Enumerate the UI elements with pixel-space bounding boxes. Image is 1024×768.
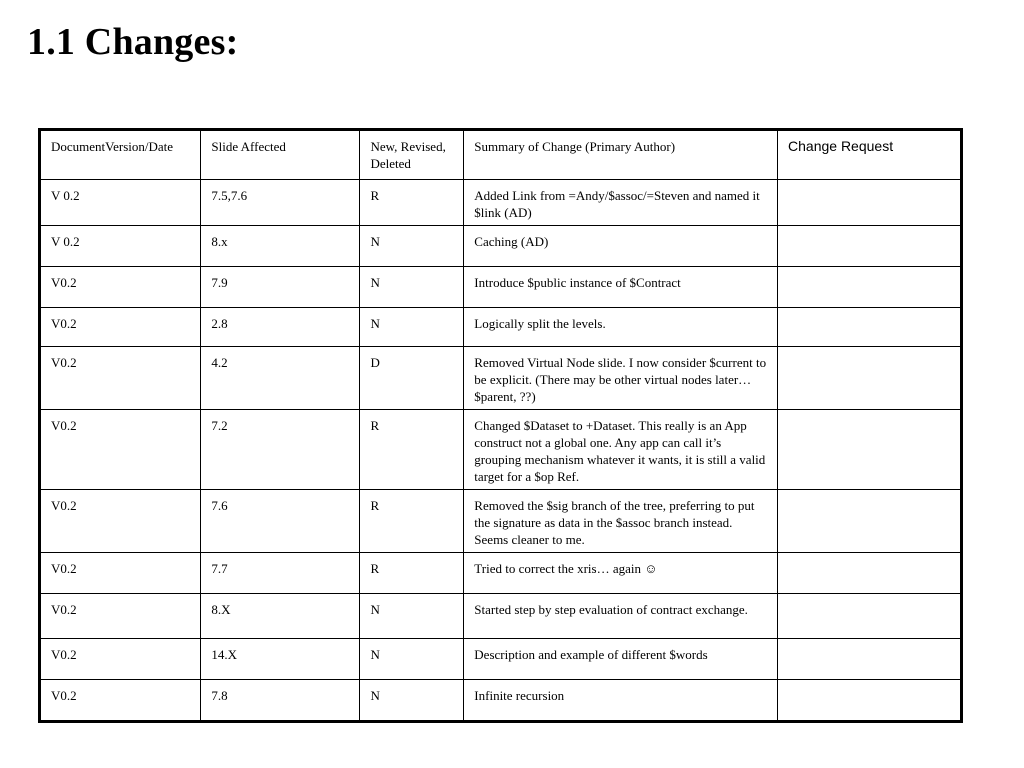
- cell-type: N: [360, 639, 464, 680]
- cell-version: V0.2: [40, 553, 201, 594]
- cell-version: V 0.2: [40, 226, 201, 267]
- cell-type: N: [360, 226, 464, 267]
- cell-version: V0.2: [40, 347, 201, 410]
- cell-change-request: [778, 347, 962, 410]
- cell-slide: 2.8: [201, 308, 360, 347]
- table-header-row: [40, 130, 962, 180]
- page-title: 1.1 Changes:: [27, 21, 239, 63]
- cell-slide: 7.2: [201, 410, 360, 490]
- table-row: [40, 490, 962, 553]
- changes-table: [38, 128, 963, 723]
- cell-summary: Description and example of different $words: [464, 639, 778, 680]
- table-row: [40, 226, 962, 267]
- cell-change-request: [778, 553, 962, 594]
- table-row: [40, 594, 962, 639]
- cell-type: N: [360, 267, 464, 308]
- header-new-revised-deleted: New, Revised, Deleted: [360, 130, 464, 180]
- cell-summary: Infinite recursion: [464, 680, 778, 722]
- cell-change-request: [778, 680, 962, 722]
- table-row: [40, 553, 962, 594]
- table-row: [40, 308, 962, 347]
- table-row: [40, 180, 962, 226]
- cell-version: V0.2: [40, 490, 201, 553]
- cell-change-request: [778, 267, 962, 308]
- cell-type: R: [360, 553, 464, 594]
- cell-type: N: [360, 594, 464, 639]
- cell-slide: 7.5,7.6: [201, 180, 360, 226]
- cell-type: N: [360, 308, 464, 347]
- table-row: [40, 410, 962, 490]
- cell-type: D: [360, 347, 464, 410]
- cell-summary: Caching (AD): [464, 226, 778, 267]
- cell-type: R: [360, 410, 464, 490]
- cell-summary: Removed the $sig branch of the tree, preferring to put the signature as data in the $assoc branch instead. Seems cleaner to me.: [464, 490, 778, 553]
- cell-type: R: [360, 490, 464, 553]
- cell-change-request: [778, 410, 962, 490]
- header-summary-of-change: Summary of Change (Primary Author): [464, 130, 778, 180]
- header-slide-affected: Slide Affected: [201, 130, 360, 180]
- cell-version: V0.2: [40, 308, 201, 347]
- table-row: [40, 347, 962, 410]
- cell-change-request: [778, 308, 962, 347]
- cell-version: V0.2: [40, 639, 201, 680]
- cell-slide: 7.8: [201, 680, 360, 722]
- table-row: [40, 639, 962, 680]
- table-row: [40, 680, 962, 722]
- cell-change-request: [778, 594, 962, 639]
- cell-slide: 7.6: [201, 490, 360, 553]
- cell-slide: 8.X: [201, 594, 360, 639]
- cell-version: V0.2: [40, 594, 201, 639]
- cell-version: V0.2: [40, 410, 201, 490]
- cell-slide: 7.9: [201, 267, 360, 308]
- cell-slide: 14.X: [201, 639, 360, 680]
- cell-slide: 4.2: [201, 347, 360, 410]
- cell-change-request: [778, 639, 962, 680]
- cell-summary: Changed $Dataset to +Dataset. This really is an App construct not a global one. Any app can call it’s grouping mechanism whatever it wants, it is still a valid target for a $op Ref.: [464, 410, 778, 490]
- cell-summary: Introduce $public instance of $Contract: [464, 267, 778, 308]
- header-document-version: DocumentVersion/Date: [40, 130, 201, 180]
- cell-change-request: [778, 226, 962, 267]
- cell-change-request: [778, 490, 962, 553]
- cell-type: R: [360, 180, 464, 226]
- cell-version: V0.2: [40, 680, 201, 722]
- cell-summary: Started step by step evaluation of contract exchange.: [464, 594, 778, 639]
- cell-summary: Added Link from =Andy/$assoc/=Steven and named it $link (AD): [464, 180, 778, 226]
- cell-version: V0.2: [40, 267, 201, 308]
- table-row: [40, 267, 962, 308]
- cell-summary: Tried to correct the xris… again ☺: [464, 553, 778, 594]
- cell-slide: 8.x: [201, 226, 360, 267]
- cell-version: V 0.2: [40, 180, 201, 226]
- header-change-request: Change Request: [778, 130, 962, 180]
- cell-type: N: [360, 680, 464, 722]
- cell-summary: Logically split the levels.: [464, 308, 778, 347]
- cell-summary: Removed Virtual Node slide. I now consider $current to be explicit. (There may be other virtual nodes later… $parent, ??): [464, 347, 778, 410]
- cell-change-request: [778, 180, 962, 226]
- cell-slide: 7.7: [201, 553, 360, 594]
